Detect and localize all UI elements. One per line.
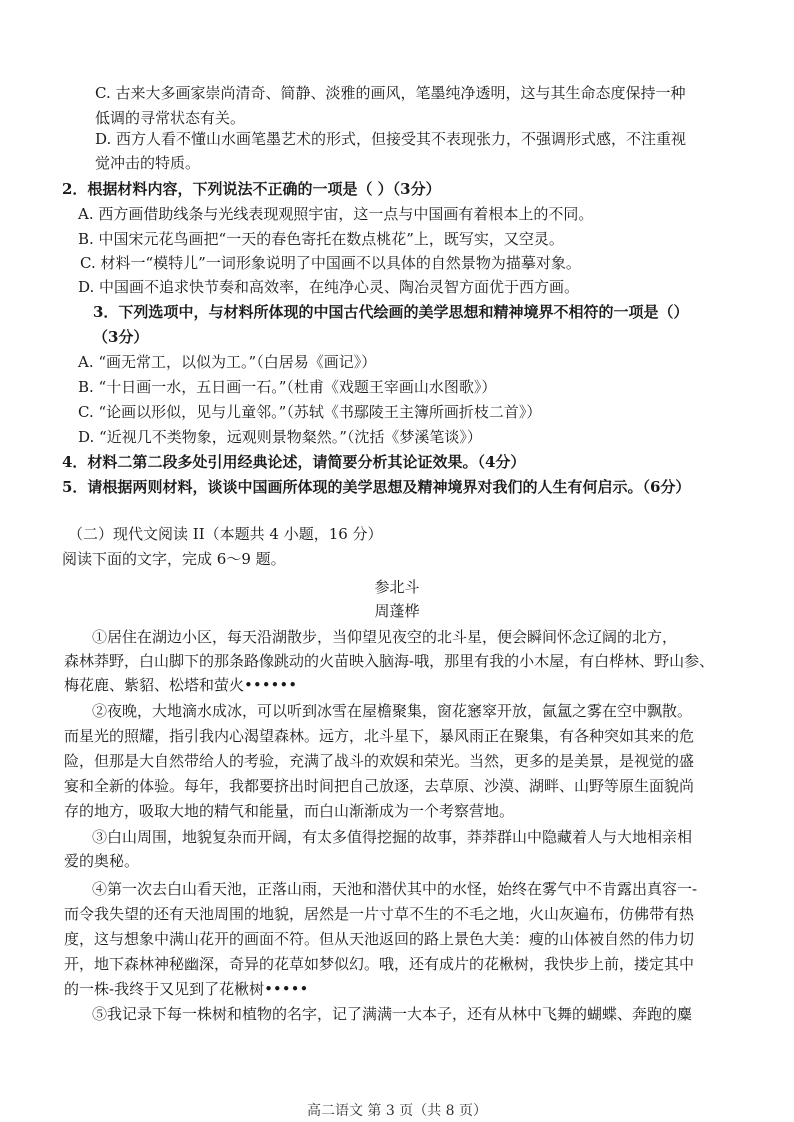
paragraph-2-line5: 存的地方，吸取大地的精气和能量，而白山渐渐成为一个考察营地。 <box>64 802 515 820</box>
q3-option-c: C. “论画以形似，见与儿童邻。”（苏轼《书鄢陵王主簿所画折枝二首》） <box>78 403 542 421</box>
q3-option-a: A. “画无常工，以似为工。”（白居易《画记》） <box>78 353 377 371</box>
section2-instruction: 阅读下面的文字，完成 6～9 题。 <box>62 550 286 568</box>
paragraph-1-line3: 梅花鹿、紫貂、松塔和萤火•••••• <box>64 676 298 694</box>
paragraph-4-line2: 而令我失望的还有天池周围的地貌，居然是一片寸草不生的不毛之地，火山灰遍布，仿佛带有热 <box>64 905 695 923</box>
q5-question: 5．请根据两则材料，谈谈中国画所体现的美学思想及精神境界对我们的人生有何启示。（6分） <box>62 478 691 496</box>
paragraph-4-line1: ④第一次去白山看天池，正落山雨，天池和潜伏其中的水怪，始终在雾气中不肯露出真容一- <box>92 880 698 898</box>
page-footer: 高二语文 第 3 页（共 8 页） <box>306 1103 488 1119</box>
q1-option-c-line2: 低调的寻常状态有关。 <box>95 109 246 127</box>
q2-stem: 2．根据材料内容，下列说法不正确的一项是（ ）（3分） <box>62 180 441 198</box>
q1-option-c-line1: C. 古来大多画家崇尚清奇、简静、淡雅的画风，笔墨纯净透明，这与其生命态度保持一种 <box>95 84 686 102</box>
q2-option-c: C. 材料一“模特儿”一词形象说明了中国画不以具体的自然景物为描摹对象。 <box>80 254 581 272</box>
paragraph-4-line3: 度，这与想象中满山花开的画面不符。但从天池返回的路上景色大美：瘦的山体被自然的伟力切 <box>64 930 695 948</box>
paragraph-1-line2: 森林莽野，白山脚下的那条路像跳动的火苗映入脑海-哦，那里有我的小木屋，有白桦林、野山参、 <box>64 652 715 670</box>
q3-option-b: B. “十日画一水，五日画一石。”（杜甫《戏题王宰画山水图歌》） <box>78 378 497 396</box>
q2-option-b: B. 中国宋元花鸟画把“一天的春色寄托在数点桃花”上，既写实，又空灵。 <box>78 230 564 248</box>
paragraph-4-line5: 的一株-我终于又见到了花楸树••••• <box>64 980 309 998</box>
paragraph-2-line1: ②夜晚，大地滴水成冰，可以听到冰雪在屋檐聚集，窗花窸窣开放，氤氲之雾在空中飘散。 <box>92 702 693 720</box>
paragraph-2-line2: 而星光的照耀，指引我内心渴望森林。远方，北斗星下，暴风雨正在聚集，有各种突如其来的危 <box>64 727 695 745</box>
paragraph-1-line1: ①居住在湖边小区，每天沿湖散步，当仰望见夜空的北斗星，便会瞬间怀念辽阔的北方， <box>92 628 678 646</box>
passage-author: 周蓬桦 <box>374 602 420 620</box>
paragraph-2-line3: 险，但那是大自然带给人的考验，充满了战斗的欢娱和荣光。当然，更多的是美景，是视觉的盛 <box>64 752 695 770</box>
q2-option-d: D. 中国画不追求快节奏和高效率，在纯净心灵、陶冶灵智方面优于西方画。 <box>78 278 580 296</box>
paragraph-3-line1: ③白山周围，地貌复杂而开阔，有太多值得挖掘的故事，莽莽群山中隐藏着人与大地相亲相 <box>92 828 693 846</box>
q1-option-d-line2: 觉冲击的特质。 <box>95 154 201 172</box>
q1-option-d-line1: D. 西方人看不懂山水画笔墨艺术的形式，但接受其不表现张力，不强调形式感，不注重视 <box>95 130 687 148</box>
passage-title: 参北斗 <box>374 578 420 596</box>
q3-option-d: D. “近视几不类物象，远观则景物粲然。”（沈括《梦溪笔谈》） <box>78 428 482 446</box>
q2-option-a: A. 西方画借助线条与光线表现观照宇宙，这一点与中国画有着根本上的不同。 <box>78 205 594 223</box>
paragraph-5-line1: ⑤我记录下每一株树和植物的名字，记了满满一大本子，还有从林中飞舞的蝴蝶、奔跑的麋 <box>92 1005 693 1023</box>
q3-stem-line2: （3分） <box>93 328 149 346</box>
section2-heading: （二）现代文阅读 II（本题共 4 小题，16 分） <box>68 525 383 543</box>
q3-stem-line1: 3．下列选项中，与材料所体现的中国古代绘画的美学思想和精神境界不相符的一项是（） <box>93 303 689 321</box>
q4-question: 4．材料二第二段多处引用经典论述，请简要分析其论证效果。（4分） <box>62 453 526 471</box>
paragraph-3-line2: 爱的奥秘。 <box>64 852 140 870</box>
paragraph-4-line4: 开，地下森林神秘幽深，奇异的花草如梦似幻。哦，还有成片的花楸树，我快步上前，搂定其中 <box>64 955 695 973</box>
paragraph-2-line4: 宴和全新的体验。每年，我都要挤出时间把自己放逐，去草原、沙漠、湖畔、山野等原生面貌尚 <box>64 777 695 795</box>
